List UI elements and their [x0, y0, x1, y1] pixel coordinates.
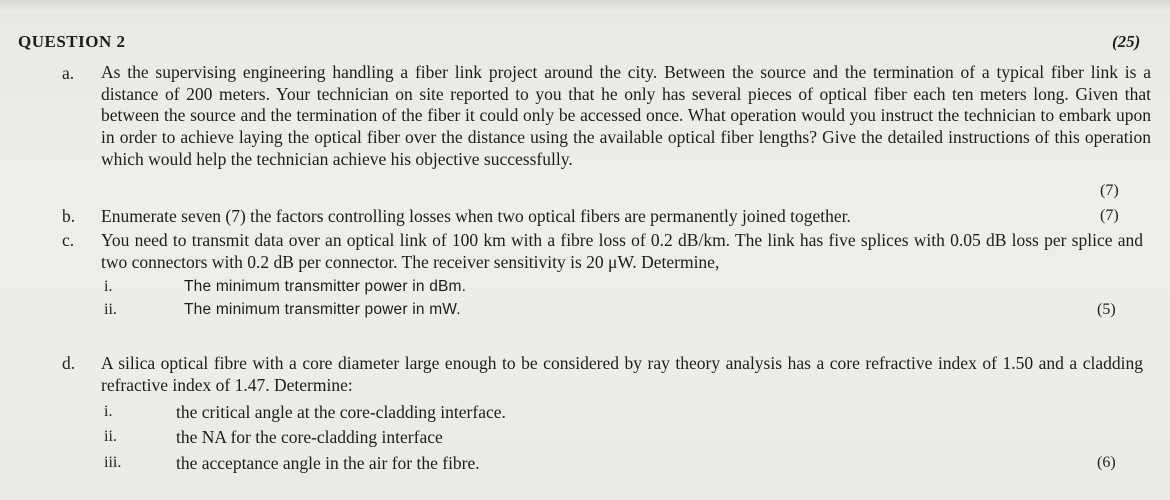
part-c-item-ii-label: ii.: [104, 301, 117, 318]
part-c-item-ii-text: The minimum transmitter power in mW.: [184, 301, 461, 318]
top-edge-shadow: [0, 0, 1170, 12]
question-total-marks: (25): [1112, 32, 1141, 51]
part-d-item-i-label: i.: [104, 403, 113, 420]
part-b-marks: (7): [1100, 207, 1119, 224]
part-d-marks: (6): [1097, 454, 1116, 471]
part-d-item-iii-label: iii.: [104, 454, 122, 471]
part-d-label: d.: [62, 353, 76, 373]
part-d-text: A silica optical fibre with a core diameter large enough to be considered by ray theory analysis has a core refractive index of 1.50 and a cladding refractive index of 1.47. Determine:: [101, 353, 1143, 395]
part-c-marks: (5): [1097, 301, 1116, 318]
part-a-marks: (7): [1100, 182, 1119, 199]
part-b-text: Enumerate seven (7) the factors controlling losses when two optical fibers are permanently joined together.: [101, 206, 851, 226]
part-c-text: You need to transmit data over an optical link of 100 km with a fibre loss of 0.2 dB/km. The link has five splices with 0.05 dB loss per splice and two connectors with 0.2 dB per connector. The receiver sensitivity is 20 μW. Determine,: [101, 230, 1143, 272]
part-c-item-i-text: The minimum transmitter power in dBm.: [184, 278, 467, 295]
part-d-item-ii-text: the NA for the core-cladding interface: [176, 427, 443, 447]
part-c-label: c.: [62, 230, 75, 250]
part-b-label: b.: [62, 206, 76, 226]
part-d-item-ii-label: ii.: [104, 428, 117, 445]
part-d-item-iii-text: the acceptance angle in the air for the fibre.: [176, 453, 480, 473]
part-c-item-i-label: i.: [104, 278, 113, 295]
part-a-text: As the supervising engineering handling a fiber link project around the city. Between the source and the termination of a typical fiber link is a distance of 200 meters. Your technician on site reported to you that he only has several pieces of optical fiber each ten meters long. Given that between the source and the termination of the fiber it could only be accessed once. What operation would you instruct the technician to embark upon in order to achieve laying the optical fiber over the distance using the available optical fiber lengths? Give the detailed instructions of this operation which would help the technician achieve his objective successfully.: [101, 62, 1151, 169]
part-a-label: a.: [62, 63, 75, 83]
question-title: QUESTION 2: [18, 32, 126, 51]
part-d-item-i-text: the critical angle at the core-cladding interface.: [176, 402, 506, 422]
